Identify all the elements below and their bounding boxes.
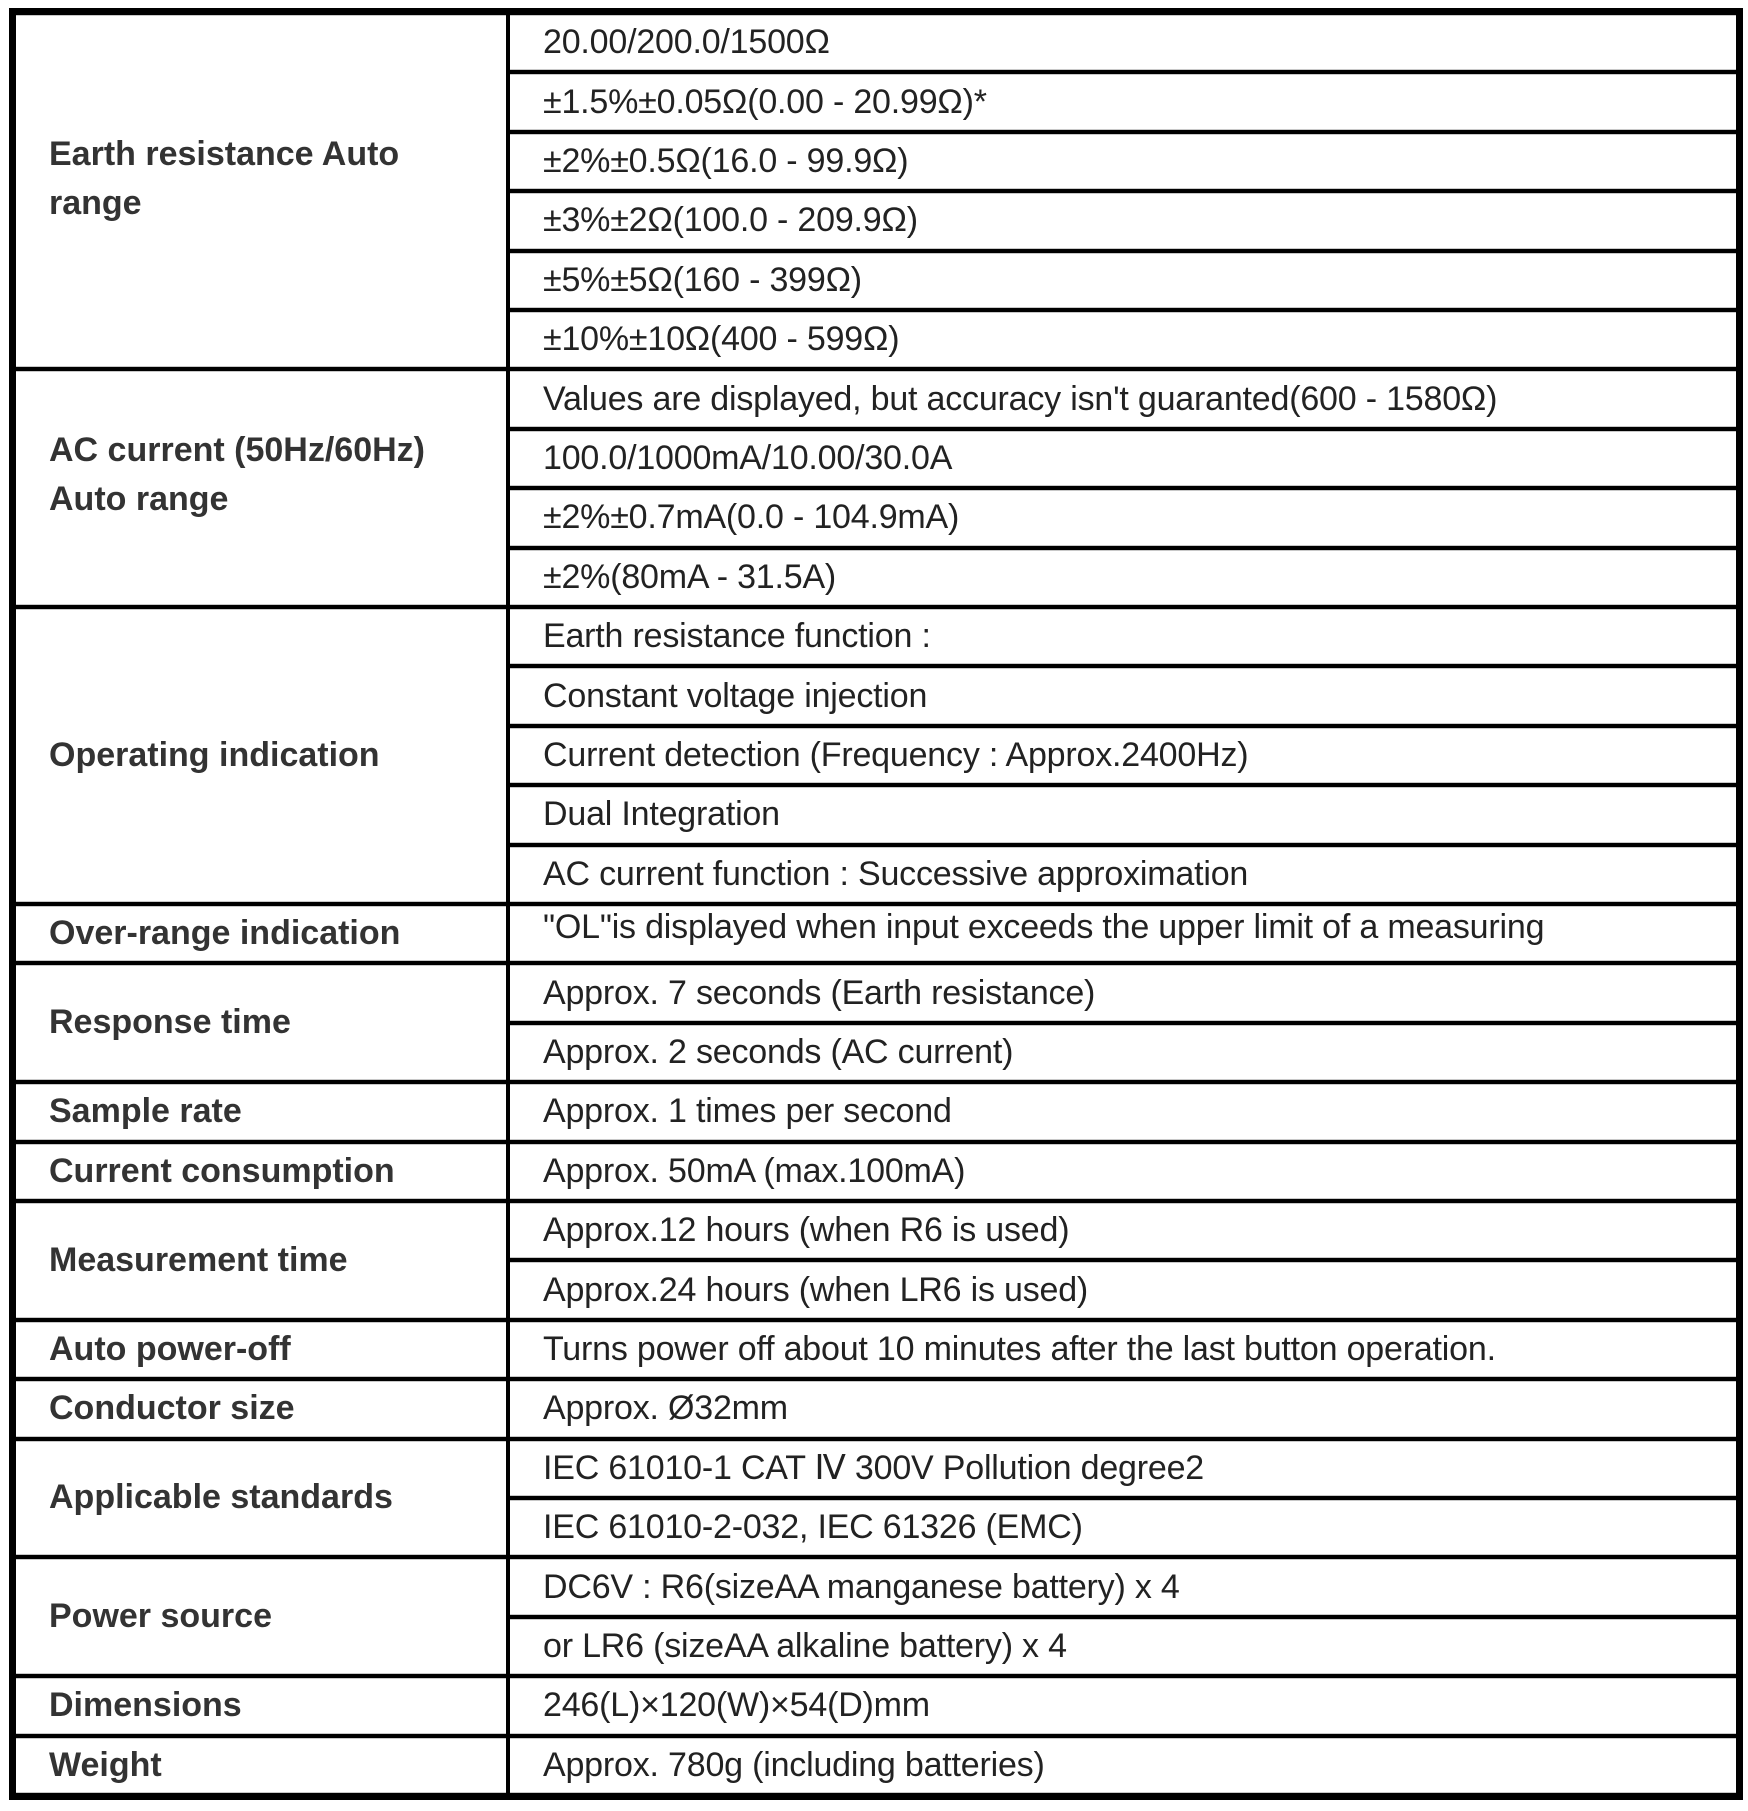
spec-value: Approx. 2 seconds (AC current) xyxy=(510,1025,1736,1080)
roman-numeral-iv: Ⅳ xyxy=(814,1450,846,1488)
spec-value: Earth resistance function : xyxy=(510,609,1736,664)
spec-value: Constant voltage injection xyxy=(510,668,1736,723)
spec-label-applicable-standards: Applicable standards xyxy=(16,1441,506,1556)
spec-value: ±5%±5Ω(160 - 399Ω) xyxy=(510,253,1736,308)
spec-label-line: Auto range xyxy=(49,480,229,519)
spec-value: Approx. Ø32mm xyxy=(510,1381,1736,1436)
spec-label-current-consumption: Current consumption xyxy=(16,1144,506,1199)
spec-label-sample-rate: Sample rate xyxy=(16,1084,506,1139)
spec-label-weight: Weight xyxy=(16,1738,506,1793)
spec-value: ±2%(80mA - 31.5A) xyxy=(510,550,1736,605)
spec-value: Dual Integration xyxy=(510,787,1736,842)
spec-value: Approx. 7 seconds (Earth resistance) xyxy=(510,965,1736,1020)
spec-value: 100.0/1000mA/10.00/30.0A xyxy=(510,431,1736,486)
spec-value: Approx. 780g (including batteries) xyxy=(510,1738,1736,1793)
spec-label-dimensions: Dimensions xyxy=(16,1678,506,1733)
spec-value: DC6V : R6(sizeAA manganese battery) x 4 xyxy=(510,1559,1736,1614)
spec-label-line: range xyxy=(49,184,142,222)
spec-value-cat-iv xyxy=(510,1441,1736,1496)
spec-value: or LR6 (sizeAA alkaline battery) x 4 xyxy=(510,1619,1736,1674)
spec-value: IEC 61010-2-032, IEC 61326 (EMC) xyxy=(510,1500,1736,1555)
specification-table xyxy=(9,8,1743,1800)
spec-label-conductor-size: Conductor size xyxy=(16,1381,506,1436)
spec-value: Current detection (Frequency : Approx.2400Hz) xyxy=(510,728,1736,783)
spec-value: Values are displayed, but accuracy isn't guaranted(600 - 1580Ω) xyxy=(510,371,1736,426)
spec-label-line: Earth resistance Auto xyxy=(49,135,400,173)
spec-value: "OL"is displayed when input exceeds the upper limit of a measuring xyxy=(510,906,1736,961)
spec-label-operating-indication: Operating indication xyxy=(16,609,506,902)
spec-value: 246(L)×120(W)×54(D)mm xyxy=(510,1678,1736,1733)
spec-value: Approx. 50mA (max.100mA) xyxy=(510,1144,1736,1199)
spec-value: Approx.24 hours (when LR6 is used) xyxy=(510,1262,1736,1317)
spec-value: ±2%±0.7mA(0.0 - 104.9mA) xyxy=(510,490,1736,545)
spec-value: ±3%±2Ω(100.0 - 209.9Ω) xyxy=(510,193,1736,248)
spec-label-line: AC current (50Hz/60Hz) xyxy=(49,431,425,470)
spec-value: ±1.5%±0.05Ω(0.00 - 20.99Ω)* xyxy=(510,74,1736,129)
spec-label-measurement-time: Measurement time xyxy=(16,1203,506,1318)
spec-label-auto-power-off: Auto power-off xyxy=(16,1322,506,1377)
spec-label-ac-current xyxy=(16,371,506,605)
spec-value-text: IEC 61010-1 CAT Ⅳ 300V Pollution degree2 xyxy=(543,1449,1204,1488)
spec-value: ±2%±0.5Ω(16.0 - 99.9Ω) xyxy=(510,134,1736,189)
spec-value: Approx. 1 times per second xyxy=(510,1084,1736,1139)
spec-label-earth-resistance xyxy=(16,15,506,367)
spec-value: AC current function : Successive approximation xyxy=(510,847,1736,902)
spec-label-response-time: Response time xyxy=(16,965,506,1080)
spec-value: ±10%±10Ω(400 - 599Ω) xyxy=(510,312,1736,367)
spec-label-power-source: Power source xyxy=(16,1559,506,1674)
spec-value: Approx.12 hours (when R6 is used) xyxy=(510,1203,1736,1258)
spec-value: Turns power off about 10 minutes after the last button operation. xyxy=(510,1322,1736,1377)
spec-label-over-range-indication: Over-range indication xyxy=(16,906,506,961)
spec-value: 20.00/200.0/1500Ω xyxy=(510,15,1736,70)
